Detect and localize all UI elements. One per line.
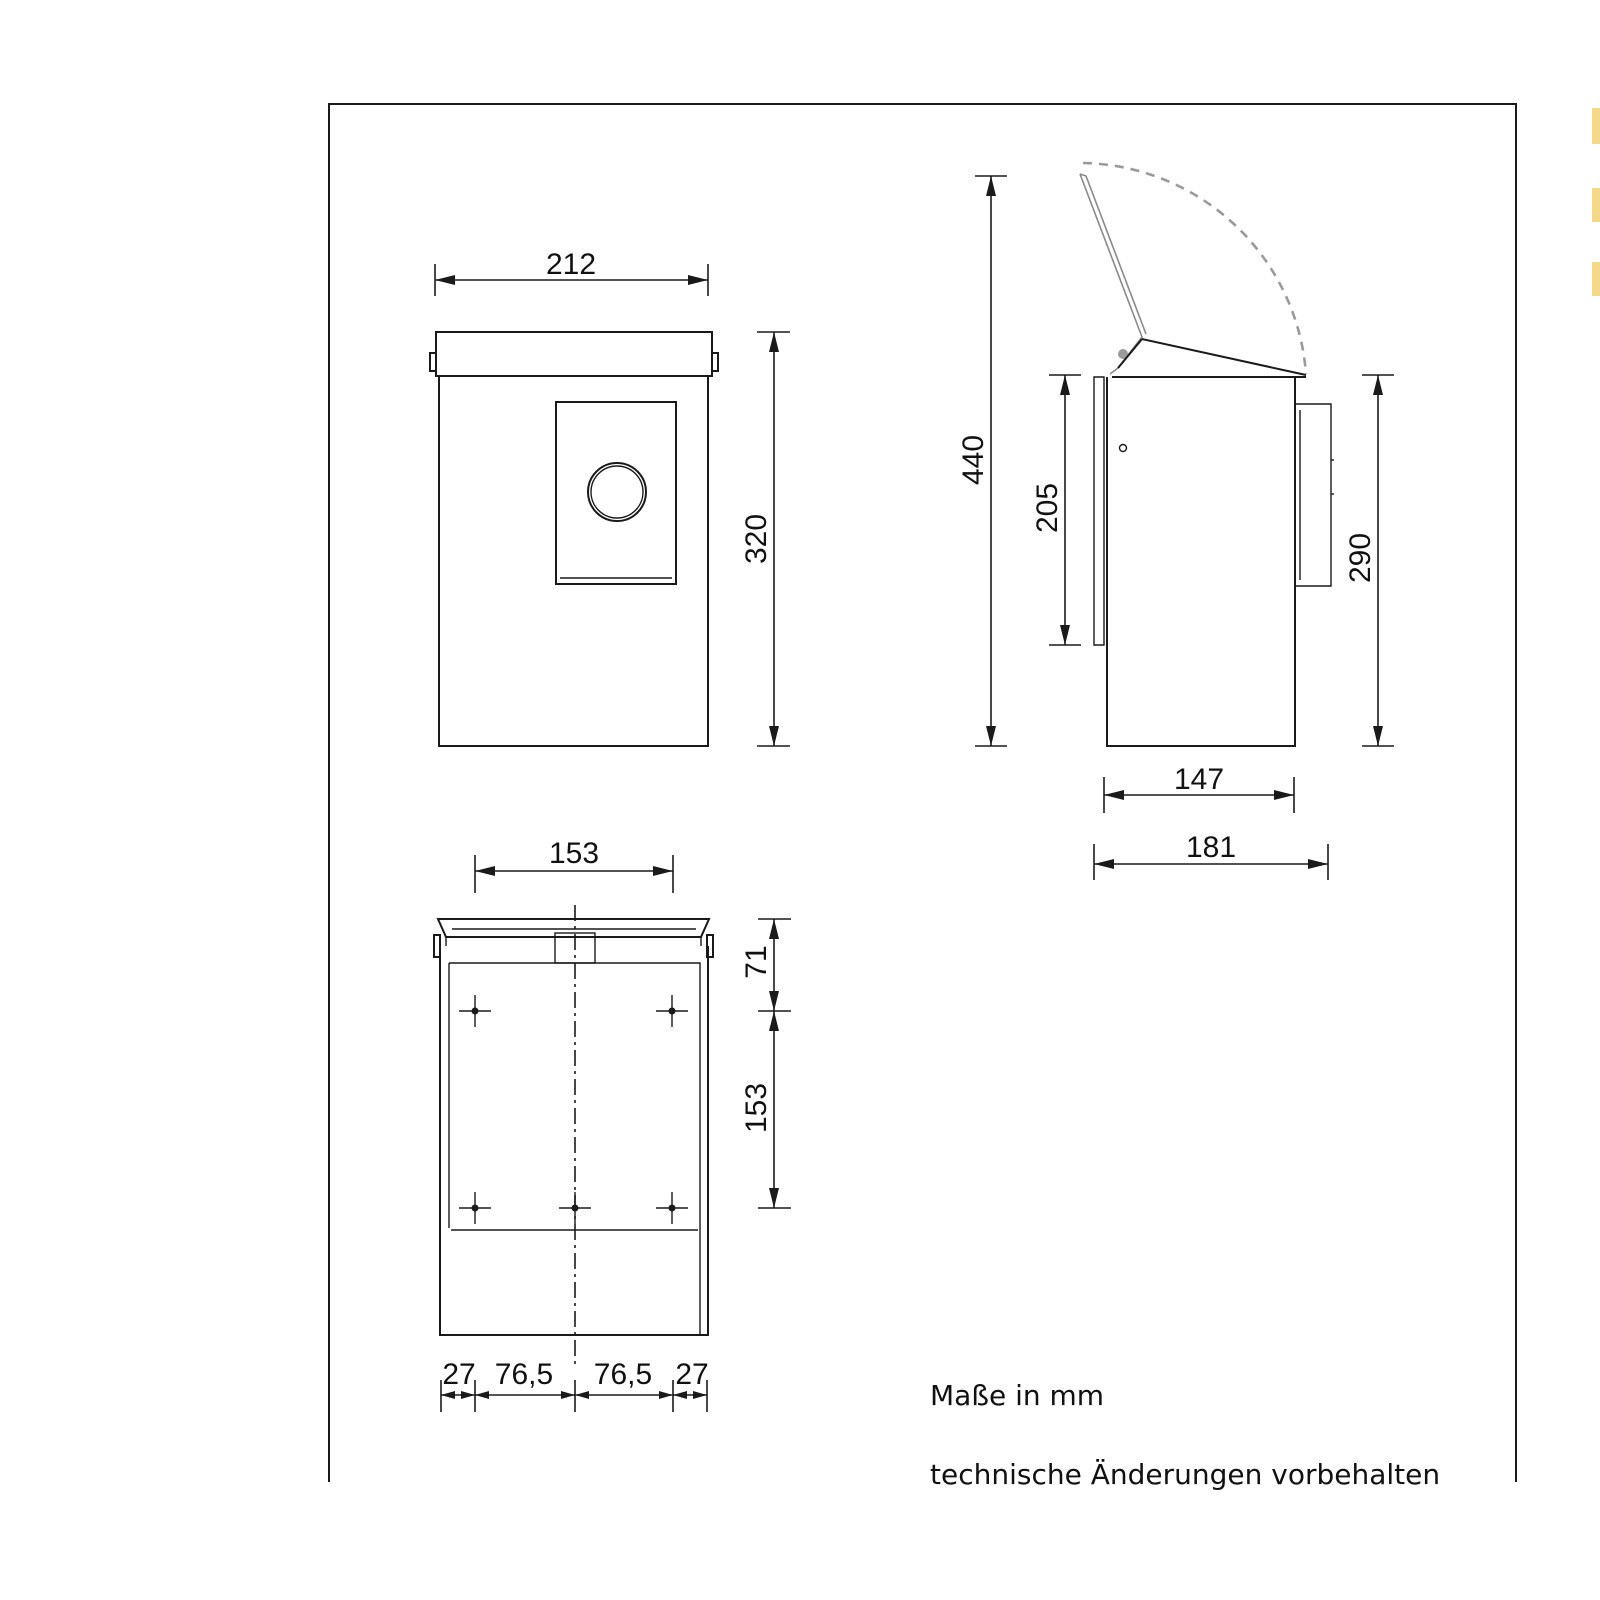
dimension-arrow <box>575 1391 589 1399</box>
dimension-arrow <box>435 275 455 285</box>
dim-door-height: 205 <box>1031 482 1064 534</box>
dimension-arrow <box>475 1391 489 1399</box>
dim-open-height: 440 <box>957 434 990 486</box>
front-door-panel <box>1094 377 1104 645</box>
dim-body-height: 290 <box>1344 532 1377 584</box>
dim-front-width: 212 <box>545 248 597 281</box>
dim-top-offset: 71 <box>740 945 773 979</box>
dimension-arrow <box>1308 859 1328 869</box>
dim-bottom-left-half: 76,5 <box>494 1358 554 1391</box>
dimension-arrow <box>769 919 779 939</box>
dimension-arrow <box>688 275 708 285</box>
front-view <box>430 248 790 746</box>
dimension-arrow <box>693 1391 707 1399</box>
dimension-arrow <box>1104 790 1124 800</box>
front-lid <box>436 332 712 376</box>
disclaimer-note: technische Änderungen vorbehalten <box>930 1458 1441 1491</box>
dimension-arrow <box>441 1391 455 1399</box>
drawing-frame <box>329 104 1516 1482</box>
mounting-hole <box>656 1192 688 1224</box>
dim-bottom-right-margin: 27 <box>675 1358 709 1391</box>
edge-tab <box>1592 108 1600 144</box>
lock-pin <box>1120 445 1127 452</box>
front-body <box>439 376 708 746</box>
open-lid-outline <box>1080 174 1142 374</box>
dimension-arrow <box>673 1391 687 1399</box>
dimension-arrow <box>653 866 673 876</box>
dimension-arrow <box>475 866 495 876</box>
side-body <box>1107 377 1295 746</box>
edge-tab <box>1592 262 1600 296</box>
lock-cylinder <box>588 463 646 521</box>
dimension-arrow <box>986 726 996 746</box>
dimension-arrow <box>769 1188 779 1208</box>
mounting-hole <box>459 1192 491 1224</box>
lid-hinge-left <box>430 353 436 371</box>
dim-bottom-left-margin: 27 <box>442 1358 476 1391</box>
side-view <box>957 163 1394 880</box>
dim-hole-spacing-width: 153 <box>548 837 600 870</box>
lock-cylinder-inner <box>591 466 643 518</box>
lid-hinge-right <box>712 353 718 371</box>
name-plate <box>556 402 676 584</box>
dim-front-height: 320 <box>740 513 773 565</box>
dimension-arrow <box>986 176 996 196</box>
edge-tab <box>1592 188 1600 222</box>
back-body <box>440 946 708 1335</box>
back-lid <box>438 919 709 937</box>
dimension-arrow <box>1060 625 1070 645</box>
dimension-arrow <box>769 726 779 746</box>
mounting-hole <box>559 1192 591 1224</box>
mounting-hole <box>459 995 491 1027</box>
dim-body-depth: 147 <box>1173 763 1225 796</box>
dimension-arrow <box>561 1391 575 1399</box>
dim-hole-spacing-height: 153 <box>740 1082 773 1134</box>
dimension-arrow <box>1274 790 1294 800</box>
dimension-arrow <box>1094 859 1114 869</box>
dimension-arrow <box>769 991 779 1011</box>
dim-total-depth: 181 <box>1185 831 1237 864</box>
lid-plate-top <box>1142 339 1306 375</box>
dimension-arrow <box>1373 375 1383 395</box>
dimension-arrow <box>461 1391 475 1399</box>
dimension-arrow <box>1373 726 1383 746</box>
dimension-arrow <box>659 1391 673 1399</box>
mounting-hole <box>656 995 688 1027</box>
dimension-arrow <box>1060 375 1070 395</box>
dimension-arrow <box>769 332 779 352</box>
dim-bottom-right-half: 76,5 <box>593 1358 653 1391</box>
units-note: Maße in mm <box>930 1379 1105 1412</box>
back-view <box>434 837 791 1412</box>
dimension-arrow <box>769 1011 779 1031</box>
